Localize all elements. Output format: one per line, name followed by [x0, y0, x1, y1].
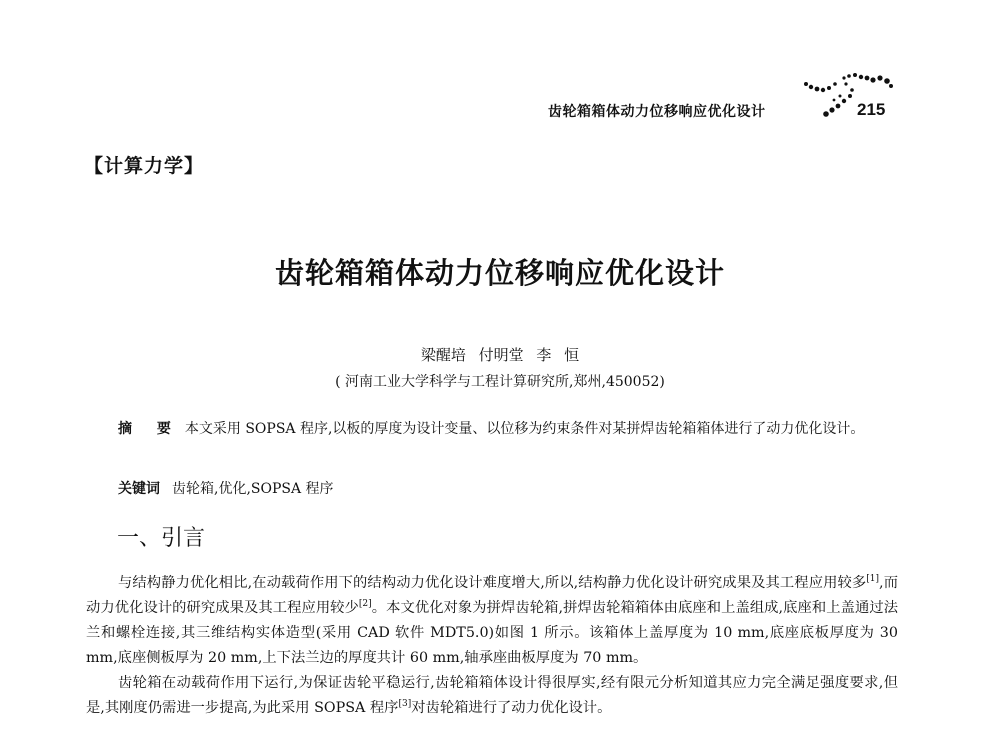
affiliation: ( 河南工业大学科学与工程计算研究所,郑州,450052)	[335, 374, 665, 390]
paragraph-1	[86, 571, 898, 671]
keywords	[118, 478, 334, 498]
paragraph-1-text-b: ,而动力优化设计的研究成果及其工程应用较少	[86, 575, 898, 616]
section-tag: 【计算力学】	[84, 155, 205, 177]
running-title: 齿轮箱箱体动力位移响应优化设计	[548, 104, 766, 120]
citation-1: [1]	[866, 574, 880, 584]
abstract-text: 本文采用 SOPSA 程序,以板的厚度为设计变量、以位移为约束条件对某拼焊齿轮箱箱体进行了动力优化设计。	[184, 421, 865, 437]
citation-3: [3]	[398, 699, 412, 709]
paragraph-1-text-c: 。本文优化对象为拼焊齿轮箱,拼焊齿轮箱箱体由底座和上盖组成,底座和上盖通过法兰和螺栓连接,其三维结构实体造型(采用 CAD 软件 MDT5.0)如图 1 所示。该箱体上盖厚度为 10 mm,底座底板厚度为 30 mm,底座侧板厚为 20 mm,上下法兰边的厚度共计 60 mm,轴承座曲板厚度为 70 mm。	[86, 600, 898, 666]
section-heading-introduction: 一、引言	[117, 526, 206, 551]
paragraph-2-text-b: 对齿轮箱进行了动力优化设计。	[411, 700, 612, 716]
abstract	[86, 417, 898, 441]
paper-title: 齿轮箱箱体动力位移响应优化设计	[274, 256, 725, 290]
keywords-label: 关键词	[118, 481, 160, 497]
paragraph-2-text-a: 齿轮箱在动载荷作用下运行,为保证齿轮平稳运行,齿轮箱箱体设计得很厚实,经有限元分析知道其应力完全满足强度要求,但是,其刚度仍需进一步提高,为此采用 SOPSA 程序	[86, 675, 898, 716]
keywords-text: 齿轮箱,优化,SOPSA 程序	[172, 481, 334, 497]
paragraph-1-text-a: 与结构静力优化相比,在动载荷作用下的结构动力优化设计难度增大,所以,结构静力优化设计研究成果及其工程应用较多	[118, 575, 867, 591]
page-number: 215	[857, 100, 886, 119]
citation-2: [2]	[358, 599, 372, 609]
authors: 梁醒培 付明堂 李 恒	[420, 346, 580, 364]
abstract-label: 摘 要	[118, 421, 181, 437]
paragraph-2	[86, 671, 898, 721]
